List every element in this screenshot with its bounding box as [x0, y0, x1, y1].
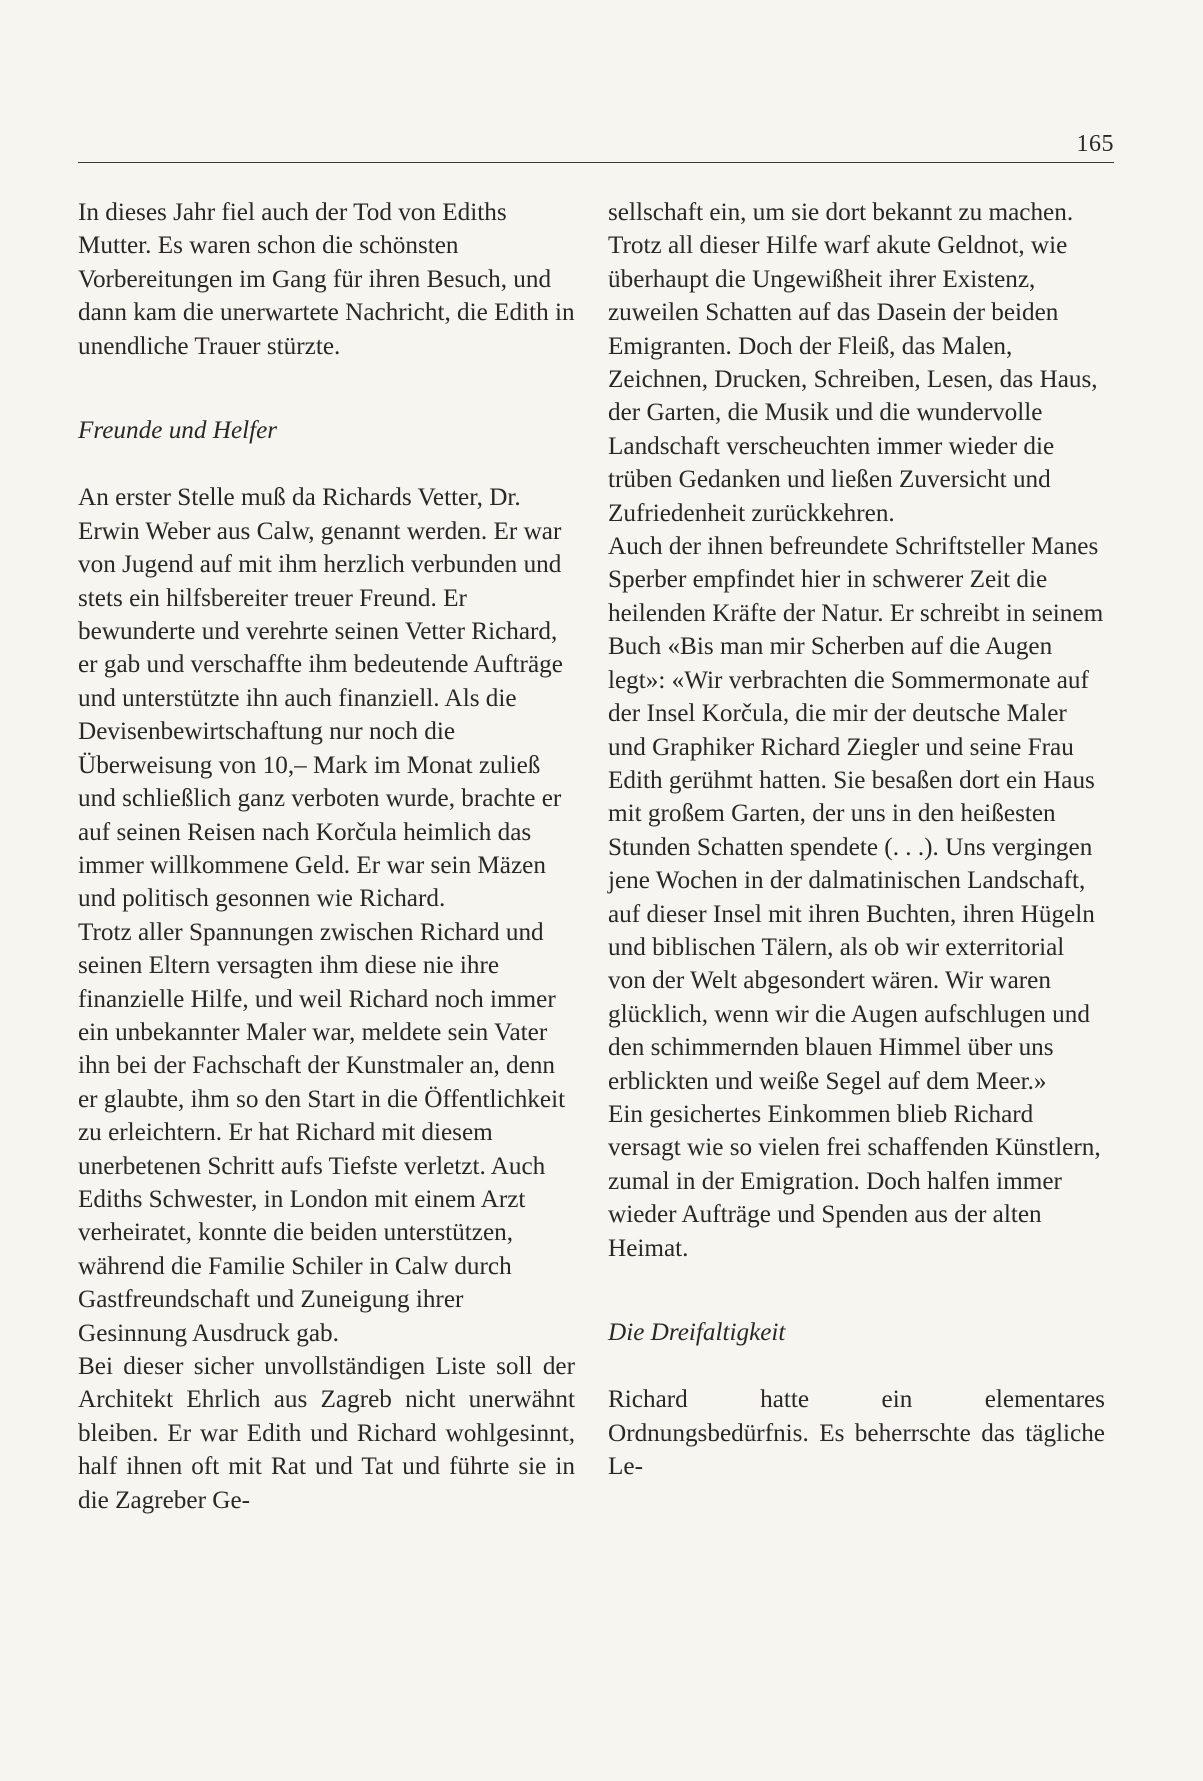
- section-heading: Die Dreifaltigkeit: [608, 1319, 786, 1346]
- paragraph: Bei dieser sicher unvollständigen Liste soll der Architekt Ehrlich aus Zagreb nicht unerwähnt bleiben. Er war Edith und Richard wohlgesinnt, half ihnen oft mit Rat und Tat und führte sie in die Zagreber Ge-: [78, 1353, 575, 1514]
- paragraph: An erster Stelle muß da Richards Vetter, Dr. Erwin Weber aus Calw, genannt werden. Er war von Jugend auf mit ihm herzlich verbunden und stets ein hilfsbereiter treuer Freund. Er bewunderte und verehrte seinen Vetter Richard, er gab und verschaffte ihm bedeutende Aufträge und unterstützte ihn auch finanziell. Als die Devisenbewirtschaftung nur noch die Überweisung von 10,– Mark im Monat zuließ und schließlich ganz verboten wurde, brachte er auf seinen Reisen nach Korčula heimlich das immer willkommene Geld. Er war sein Mäzen und politisch gesonnen wie Richard.: [78, 484, 563, 913]
- paragraph: sellschaft ein, um sie dort bekannt zu machen.: [608, 199, 1074, 226]
- paragraph: In dieses Jahr fiel auch der Tod von Ediths Mutter. Es waren schon die schönsten Vorbereitungen im Gang für ihren Besuch, und dann kam die unerwartete Nachricht, die Edith in unendliche Trauer stürzte.: [78, 199, 575, 360]
- left-column: [78, 196, 575, 1517]
- right-column: [608, 196, 1105, 1484]
- page-header: [78, 130, 1114, 163]
- paragraph: Ein gesichertes Einkommen blieb Richard versagt wie so vielen frei schaffenden Künstlern, zumal in der Emigration. Doch halfen immer wieder Aufträge und Spenden aus der alten Heimat.: [608, 1100, 1101, 1262]
- paragraph: Richard hatte ein elementares Ordnungsbedürfnis. Es beherrschte das tägliche Le-: [608, 1386, 1105, 1481]
- paragraph: Trotz all dieser Hilfe warf akute Geldnot, wie überhaupt die Ungewißheit ihrer Existenz, zuweilen Schatten auf das Dasein der beiden Emigranten. Doch der Fleiß, das Malen, Zeichnen, Drucken, Schreiben, Lesen, das Haus, der Garten, die Musik und die wundervolle Landschaft verscheuchten immer wieder die trüben Gedanken und ließen Zuversicht und Zufriedenheit zurückkehren.: [608, 232, 1098, 527]
- paragraph: Auch der ihnen befreundete Schriftsteller Manes Sperber empfindet hier in schwerer Zeit die heilenden Kräfte der Natur. Er schreibt in seinem Buch «Bis man mir Scherben auf die Augen legt»: «Wir verbrachten die Sommermonate auf der Insel Korčula, die mir der deutsche Maler und Graphiker Richard Ziegler und seine Frau Edith gerühmt hatten. Sie besaßen dort ein Haus mit großem Garten, der uns in den heißesten Stunden Schatten spendete (. . .). Uns vergingen jene Wochen in der dalmatinischen Landschaft, auf dieser Insel mit ihren Buchten, ihren Hügeln und biblischen Tälern, als ob wir exterritorial von der Welt abgesondert wären. Wir waren glücklich, wenn wir die Augen aufschlugen und den schimmernden blauen Himmel über uns erblickten und weiße Segel auf dem Meer.»: [608, 533, 1104, 1095]
- page-number: 165: [1076, 131, 1114, 157]
- section-heading: Freunde und Helfer: [78, 417, 278, 445]
- paragraph: Trotz aller Spannungen zwischen Richard und seinen Eltern versagten ihm diese nie ihre finanzielle Hilfe, und weil Richard noch immer ein unbekannter Maler war, meldete sein Vater ihn bei der Fachschaft der Kunstmaler an, denn er glaubte, ihm so den Start in die Öffentlichkeit zu erleichtern. Er hat Richard mit diesem unerbetenen Schritt aufs Tiefste verletzt. Auch Ediths Schwester, in London mit einem Arzt verheiratet, konnte die beiden unterstützen, während die Familie Schiler in Calw durch Gastfreundschaft und Zuneigung ihrer Gesinnung Ausdruck gab.: [78, 918, 566, 1347]
